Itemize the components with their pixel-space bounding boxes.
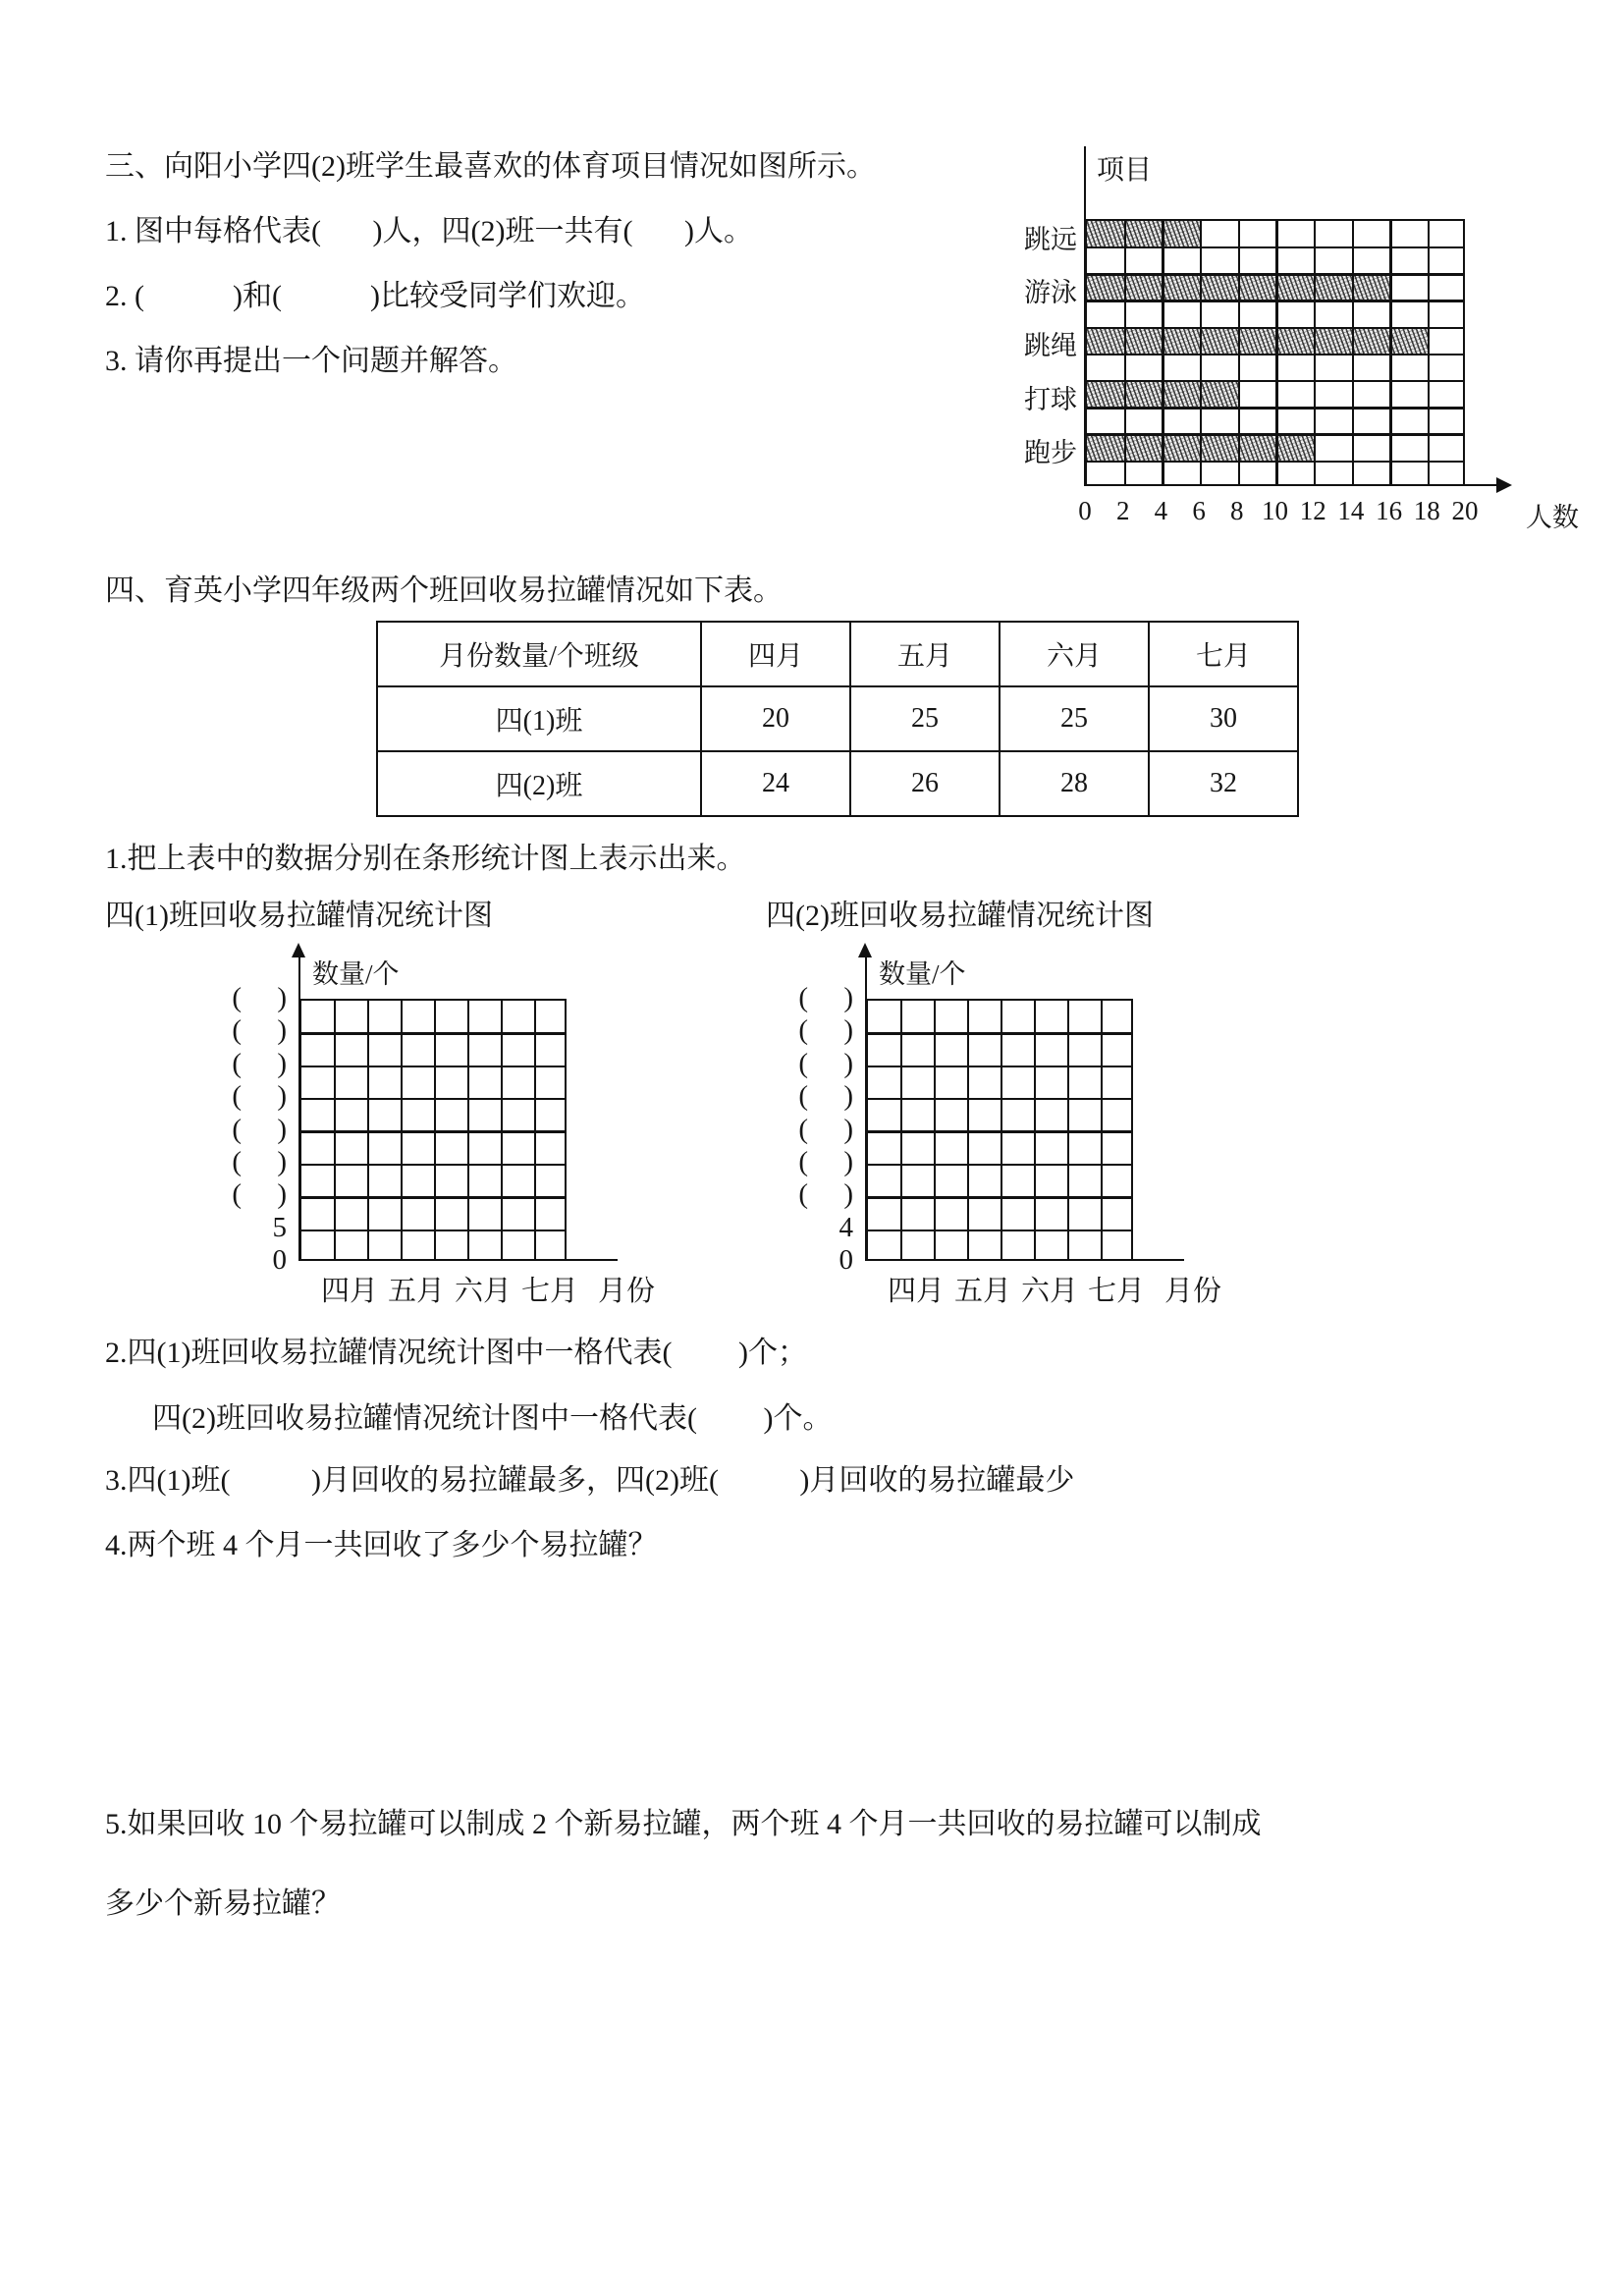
- y-axis-arrow: [292, 943, 305, 957]
- y-tick-label: ( ): [798, 1047, 853, 1079]
- y-tick-label: ( ): [232, 1080, 287, 1113]
- y-tick-label: ( ): [798, 1113, 853, 1145]
- x-tick-label: 20: [1451, 496, 1479, 525]
- category-label: 跳绳: [1024, 331, 1077, 361]
- grid-hline: [301, 1196, 565, 1198]
- x-category-label: 六月: [454, 1276, 512, 1308]
- y-tick-label: ( ): [232, 1047, 287, 1079]
- grid-hline: [868, 1164, 1131, 1166]
- x-tick-label: 18: [1413, 496, 1440, 525]
- grid-hline: [1087, 327, 1463, 329]
- table-cell: 24: [701, 751, 850, 816]
- y-tick-label: 5: [272, 1211, 287, 1243]
- category-label: 跳远: [1024, 224, 1077, 254]
- section4-question-5-line2: 多少个新易拉罐？: [105, 1887, 341, 1920]
- section3-heading: 三、向阳小学四(2)班学生最喜欢的体育项目情况如图所示。: [105, 150, 876, 183]
- chart-grid: [866, 999, 1133, 1261]
- grid-hline: [301, 1066, 565, 1067]
- x-tick-label: 14: [1337, 496, 1365, 525]
- y-tick-label: ( ): [232, 1146, 287, 1177]
- table-header-cell: 四月: [701, 622, 850, 686]
- grid-hline: [1087, 433, 1463, 435]
- y-axis-arrow: [858, 943, 872, 957]
- category-label: 游泳: [1024, 278, 1077, 307]
- grid-hline: [1087, 354, 1463, 355]
- section4-question-1: 1.把上表中的数据分别在条形统计图上表示出来。: [105, 843, 746, 875]
- grid-hline: [1087, 246, 1463, 248]
- table-header-row: [377, 622, 1298, 686]
- x-tick-label: 16: [1376, 496, 1403, 525]
- x-tick-label: 6: [1192, 496, 1206, 525]
- table-header-cell: 月份数量/个班级: [377, 622, 701, 686]
- x-tick-label: 8: [1230, 496, 1244, 525]
- y-axis-label: 数量/个: [312, 959, 400, 989]
- class1-chart: [196, 943, 707, 1336]
- y-tick-label: 0: [839, 1244, 853, 1277]
- table-cell: 25: [1000, 686, 1149, 751]
- x-category-label: 五月: [387, 1276, 445, 1308]
- bar-3: [1087, 328, 1429, 355]
- table-cell: 28: [1000, 751, 1149, 816]
- y-tick-label: 0: [272, 1244, 287, 1277]
- grid-hline: [1087, 380, 1463, 382]
- category-label: 跑步: [1024, 438, 1077, 468]
- y-axis-label: 数量/个: [879, 959, 966, 989]
- x-axis-label: 人数: [1526, 503, 1579, 532]
- section4-heading: 四、育英小学四年级两个班回收易拉罐情况如下表。: [105, 574, 783, 607]
- grid-hline: [868, 1098, 1131, 1100]
- x-category-label: 七月: [520, 1276, 578, 1308]
- x-tick-label: 0: [1078, 496, 1092, 525]
- grid-hline: [1087, 407, 1463, 409]
- table-cell: 四(1)班: [377, 686, 701, 751]
- grid-hline: [301, 1164, 565, 1166]
- table-cell: 四(2)班: [377, 751, 701, 816]
- class2-chart: [763, 943, 1273, 1336]
- x-axis-line: [1465, 484, 1500, 486]
- y-tick-label: 4: [839, 1211, 853, 1243]
- x-category-label: 六月: [1020, 1276, 1078, 1308]
- y-tick-label: ( ): [798, 1080, 853, 1113]
- class1-chart-title: 四(1)班回收易拉罐情况统计图: [105, 900, 493, 932]
- x-axis-label: 月份: [1164, 1276, 1222, 1308]
- table-row: [377, 686, 1298, 751]
- section3-question-2: 2. ( )和( )比较受同学们欢迎。: [105, 280, 645, 312]
- x-category-label: 七月: [1087, 1276, 1145, 1308]
- y-tick-label: ( ): [232, 1014, 287, 1047]
- sports-chart: [1021, 133, 1610, 532]
- chart-grid: [299, 999, 567, 1261]
- x-category-label: 五月: [953, 1276, 1011, 1308]
- y-tick-label: ( ): [232, 1178, 287, 1211]
- category-label: 打球: [1024, 384, 1077, 414]
- grid-hline: [301, 1230, 565, 1231]
- section4-question-2a: 2.四(1)班回收易拉罐情况统计图中一格代表( )个；: [105, 1337, 807, 1369]
- grid-hline: [868, 1196, 1131, 1198]
- y-tick-label: ( ): [798, 982, 853, 1013]
- y-axis-label: 项目: [1097, 155, 1153, 186]
- table-cell: 20: [701, 686, 850, 751]
- section4-question-2b: 四(2)班回收易拉罐情况统计图中一格代表( )个。: [152, 1402, 833, 1435]
- x-category-label: 四月: [887, 1276, 945, 1308]
- chart-grid: [1085, 219, 1465, 486]
- x-tick-label: 12: [1299, 496, 1326, 525]
- grid-hline: [868, 1230, 1131, 1231]
- table-cell: 26: [850, 751, 1000, 816]
- section4-question-4: 4.两个班 4 个月一共回收了多少个易拉罐？: [105, 1529, 658, 1561]
- class2-chart-title: 四(2)班回收易拉罐情况统计图: [766, 900, 1154, 932]
- section4-question-5-line1: 5.如果回收 10 个易拉罐可以制成 2 个新易拉罐，两个班 4 个月一共回收的易拉罐可以制成: [105, 1808, 1262, 1840]
- table-header-cell: 五月: [850, 622, 1000, 686]
- table-cell: 32: [1149, 751, 1298, 816]
- y-tick-label: ( ): [798, 1178, 853, 1211]
- grid-hline: [1087, 461, 1463, 463]
- y-tick-label: ( ): [798, 1146, 853, 1177]
- table-row: [377, 751, 1298, 816]
- y-tick-label: ( ): [798, 1014, 853, 1047]
- y-tick-label: ( ): [232, 1113, 287, 1145]
- x-tick-label: 10: [1262, 496, 1288, 525]
- table-cell: 25: [850, 686, 1000, 751]
- grid-hline: [1087, 300, 1463, 301]
- x-tick-label: 2: [1115, 496, 1130, 525]
- y-tick-label: ( ): [232, 982, 287, 1013]
- section3-question-3: 3. 请你再提出一个问题并解答。: [105, 345, 517, 377]
- table-header-cell: 六月: [1000, 622, 1149, 686]
- x-category-label: 四月: [320, 1276, 378, 1308]
- grid-hline: [301, 1032, 565, 1034]
- x-axis-line: [1133, 1259, 1184, 1261]
- x-axis-label: 月份: [598, 1276, 656, 1308]
- x-axis-line: [567, 1259, 618, 1261]
- table-cell: 30: [1149, 686, 1298, 751]
- grid-hline: [868, 1066, 1131, 1067]
- grid-hline: [868, 1032, 1131, 1034]
- x-tick-label: 4: [1154, 496, 1168, 525]
- x-axis-arrow: [1496, 477, 1512, 493]
- section4-question-3: 3.四(1)班( )月回收的易拉罐最多，四(2)班( )月回收的易拉罐最少: [105, 1464, 1075, 1497]
- recycle-table: [376, 621, 1299, 817]
- grid-hline: [301, 1098, 565, 1100]
- grid-hline: [301, 1130, 565, 1132]
- grid-hline: [1087, 273, 1463, 275]
- section3-question-1: 1. 图中每格代表( )人，四(2)班一共有( )人。: [105, 215, 753, 247]
- table-header-cell: 七月: [1149, 622, 1298, 686]
- bar-1: [1087, 221, 1201, 247]
- grid-hline: [868, 1130, 1131, 1132]
